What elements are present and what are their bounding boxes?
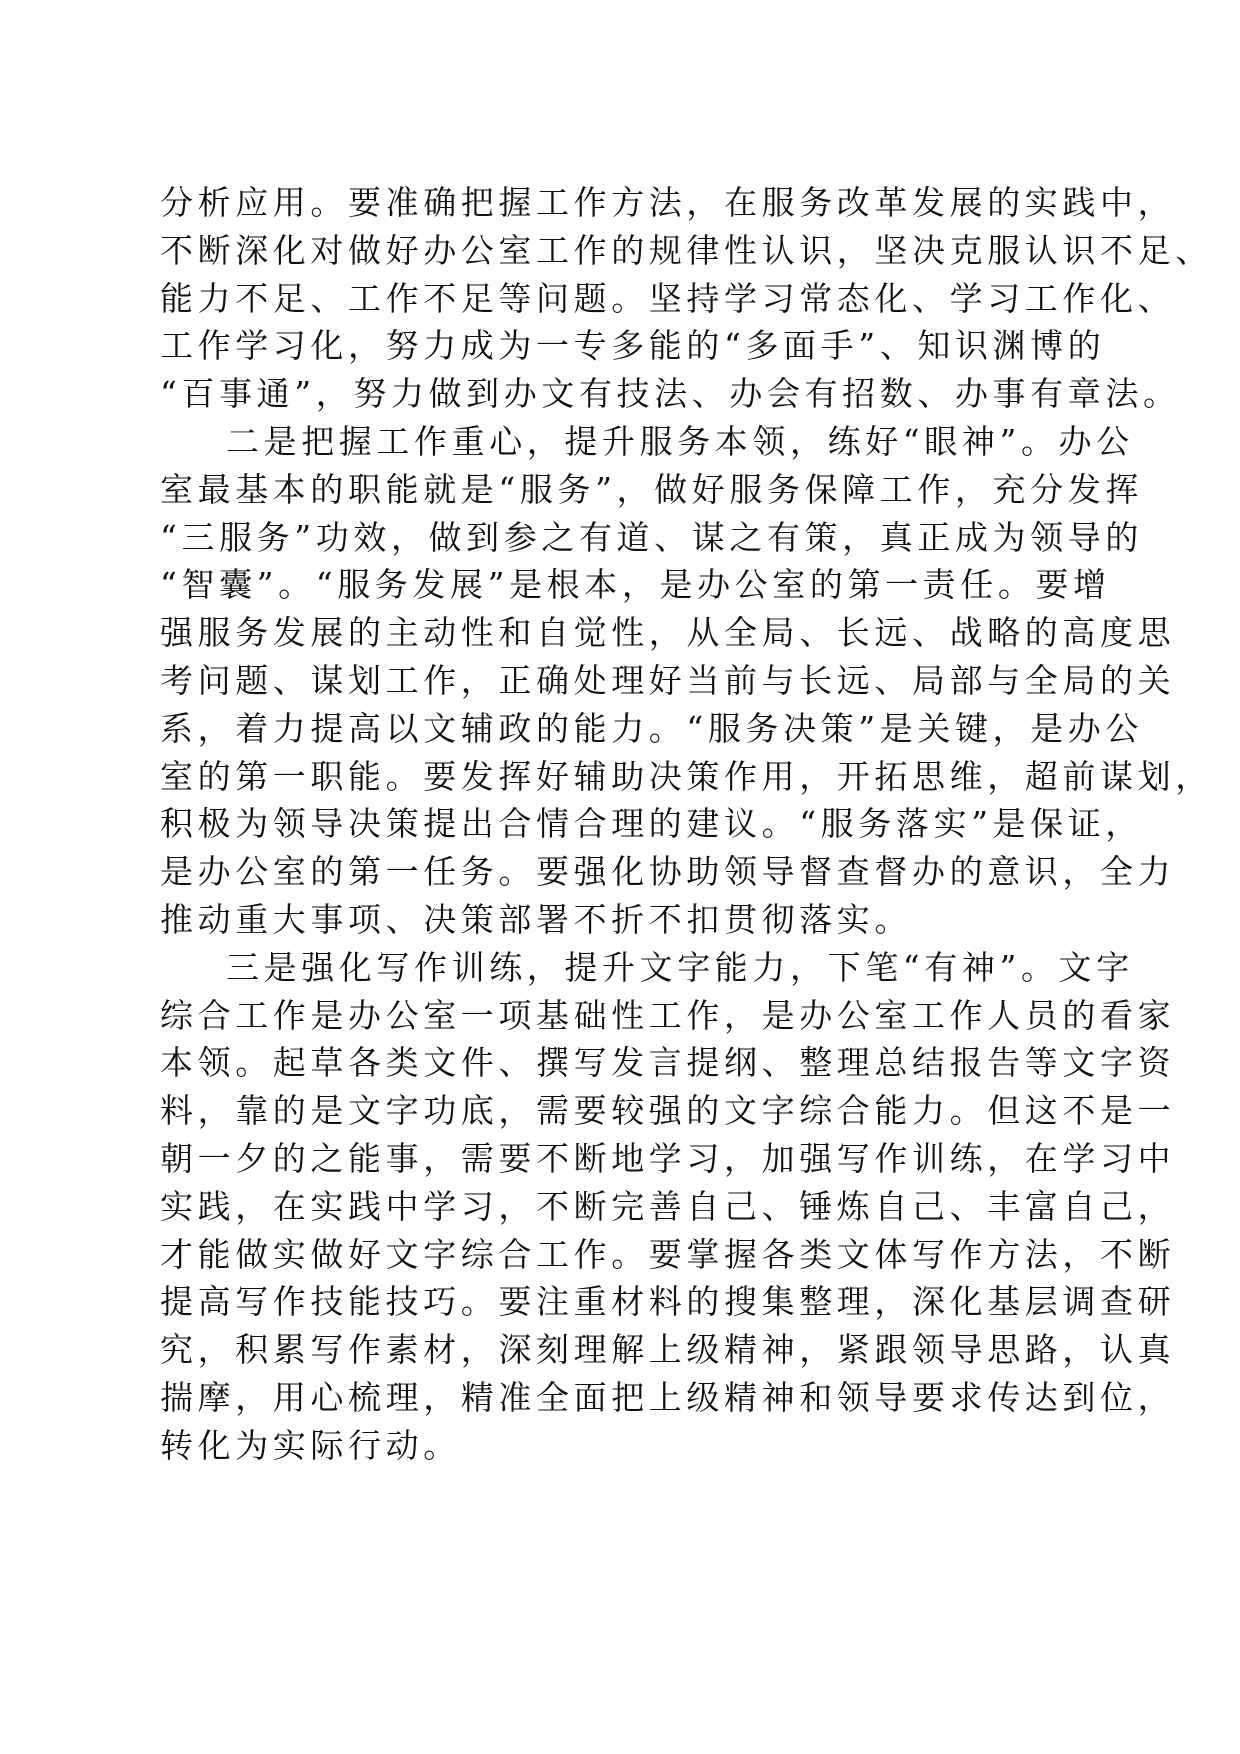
text-line: 室最基本的职能就是“服务”，做好服务保障工作，充分发挥 xyxy=(160,469,1143,509)
body-text xyxy=(160,179,1213,1470)
text-line: “百事通”，努力做到办文有技法、办会有招数、办事有章法。 xyxy=(160,374,1181,414)
text-line: 能力不足、工作不足等问题。坚持学习常态化、学习工作化、 xyxy=(160,278,1176,318)
text-line: 考问题、谋划工作，正确处理好当前与长远、局部与全局的关 xyxy=(160,660,1176,700)
paragraph-three-first-line: 三是强化写作训练，提升文字能力，下笔“有神”。文字 xyxy=(226,947,1134,987)
text-line: 究，积累写作素材，深刻理解上级精神，紧跟领导思路，认真 xyxy=(160,1330,1176,1370)
text-line: 是办公室的第一任务。要强化协助领导督查督办的意识，全力 xyxy=(160,852,1176,892)
text-line: 强服务发展的主动性和自觉性，从全局、长远、战略的高度思 xyxy=(160,613,1176,653)
text-line: “智囊”。“服务发展”是根本，是办公室的第一责任。要增 xyxy=(160,565,1111,605)
text-line: 不断深化对做好办公室工作的规律性认识，坚决克服认识不足、 xyxy=(160,230,1213,270)
text-line: 本领。起草各类文件、撰写发言提纲、整理总结报告等文字资 xyxy=(160,1043,1176,1083)
text-line: 推动重大事项、决策部署不折不扣贯彻落实。 xyxy=(160,899,912,939)
text-line: 才能做实做好文字综合工作。要掌握各类文体写作方法，不断 xyxy=(160,1234,1176,1274)
text-line: 转化为实际行动。 xyxy=(160,1425,461,1465)
text-line: 工作学习化，努力成为一专多能的“多面手”、知识渊博的 xyxy=(160,326,1106,366)
text-line: 系，着力提高以文辅政的能力。“服务决策”是关键，是办公 xyxy=(160,708,1143,748)
text-line: 分析应用。要准确把握工作方法，在服务改革发展的实践中， xyxy=(160,183,1176,222)
text-line: 综合工作是办公室一项基础性工作，是办公室工作人员的看家 xyxy=(160,995,1176,1035)
text-line: 积极为领导决策提出合情合理的建议。“服务落实”是保证， xyxy=(160,804,1143,844)
text-line: 实践，在实践中学习，不断完善自己、锤炼自己、丰富自己， xyxy=(160,1186,1176,1226)
text-line: 朝一夕的之能事，需要不断地学习，加强写作训练，在学习中 xyxy=(160,1138,1176,1178)
paragraph-two-first-line: 二是把握工作重心，提升服务本领，练好“眼神”。办公 xyxy=(226,421,1134,461)
text-line: 揣摩，用心梳理，精准全面把上级精神和领导要求传达到位， xyxy=(160,1377,1176,1417)
text-line: “三服务”功效，做到参之有道、谋之有策，真正成为领导的 xyxy=(160,517,1143,557)
text-line: 料，靠的是文字功底，需要较强的文字综合能力。但这不是一 xyxy=(160,1091,1176,1131)
text-line: 提高写作技能技巧。要注重材料的搜集整理，深化基层调查研 xyxy=(160,1282,1176,1322)
text-line: 室的第一职能。要发挥好辅助决策作用，开拓思维，超前谋划， xyxy=(160,756,1213,796)
